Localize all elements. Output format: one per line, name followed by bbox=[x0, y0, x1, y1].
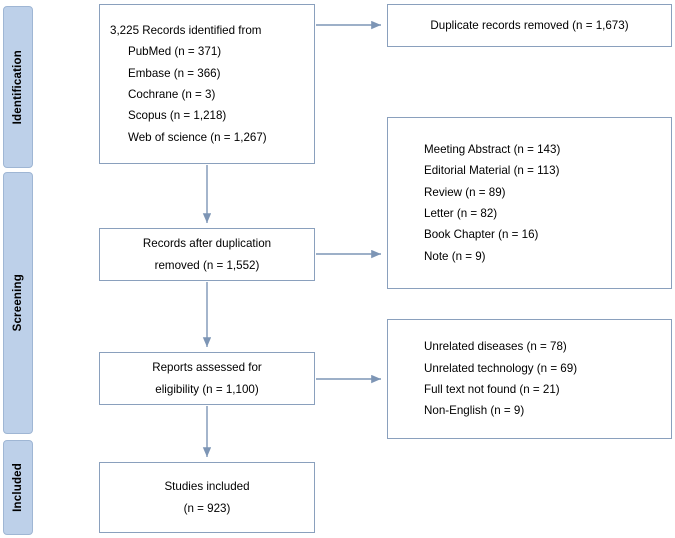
box-line: Unrelated technology (n = 69) bbox=[424, 361, 578, 375]
box-excluded-publication-types bbox=[387, 117, 672, 289]
box-line: eligibility (n = 1,100) bbox=[155, 382, 259, 396]
box-reports-assessed-for-eligibility bbox=[99, 352, 315, 405]
box-line: Records after duplication bbox=[142, 237, 272, 251]
box-line: 3,225 Records identified from bbox=[110, 23, 262, 37]
box-line: Reports assessed for bbox=[152, 361, 262, 375]
box-line: Meeting Abstract (n = 143) bbox=[424, 142, 561, 156]
box-line: Book Chapter (n = 16) bbox=[424, 228, 539, 242]
box-line: Unrelated diseases (n = 78) bbox=[424, 340, 567, 354]
box-line: Scopus (n = 1,218) bbox=[128, 109, 227, 123]
box-line: Embase (n = 366) bbox=[128, 66, 221, 80]
box-duplicate-records-removed bbox=[387, 4, 672, 47]
box-line: removed (n = 1,552) bbox=[154, 258, 260, 272]
box-excluded-reasons bbox=[387, 319, 672, 439]
box-line: Review (n = 89) bbox=[424, 185, 506, 199]
box-line: Duplicate records removed (n = 1,673) bbox=[430, 18, 629, 32]
phase-bar-screening bbox=[3, 172, 33, 434]
phase-bar-included bbox=[3, 440, 33, 535]
box-line: PubMed (n = 371) bbox=[128, 45, 222, 59]
box-line: Non-English (n = 9) bbox=[424, 404, 525, 418]
box-line: Cochrane (n = 3) bbox=[128, 88, 216, 101]
box-line: Studies included bbox=[164, 480, 250, 494]
phase-label-included: Included bbox=[12, 463, 24, 512]
box-records-after-duplication-removed bbox=[99, 228, 315, 281]
phase-bar-identification bbox=[3, 6, 33, 168]
box-records-identified bbox=[99, 4, 315, 164]
box-studies-included bbox=[99, 462, 315, 533]
box-line: (n = 923) bbox=[183, 501, 231, 515]
box-line: Web of science (n = 1,267) bbox=[128, 130, 267, 144]
box-line: Letter (n = 82) bbox=[424, 207, 498, 220]
phase-label-screening: Screening bbox=[12, 274, 24, 332]
phase-label-identification: Identification bbox=[12, 49, 24, 125]
box-line: Editorial Material (n = 113) bbox=[424, 164, 560, 178]
box-line: Full text not found (n = 21) bbox=[424, 383, 560, 396]
box-line: Note (n = 9) bbox=[424, 249, 486, 263]
